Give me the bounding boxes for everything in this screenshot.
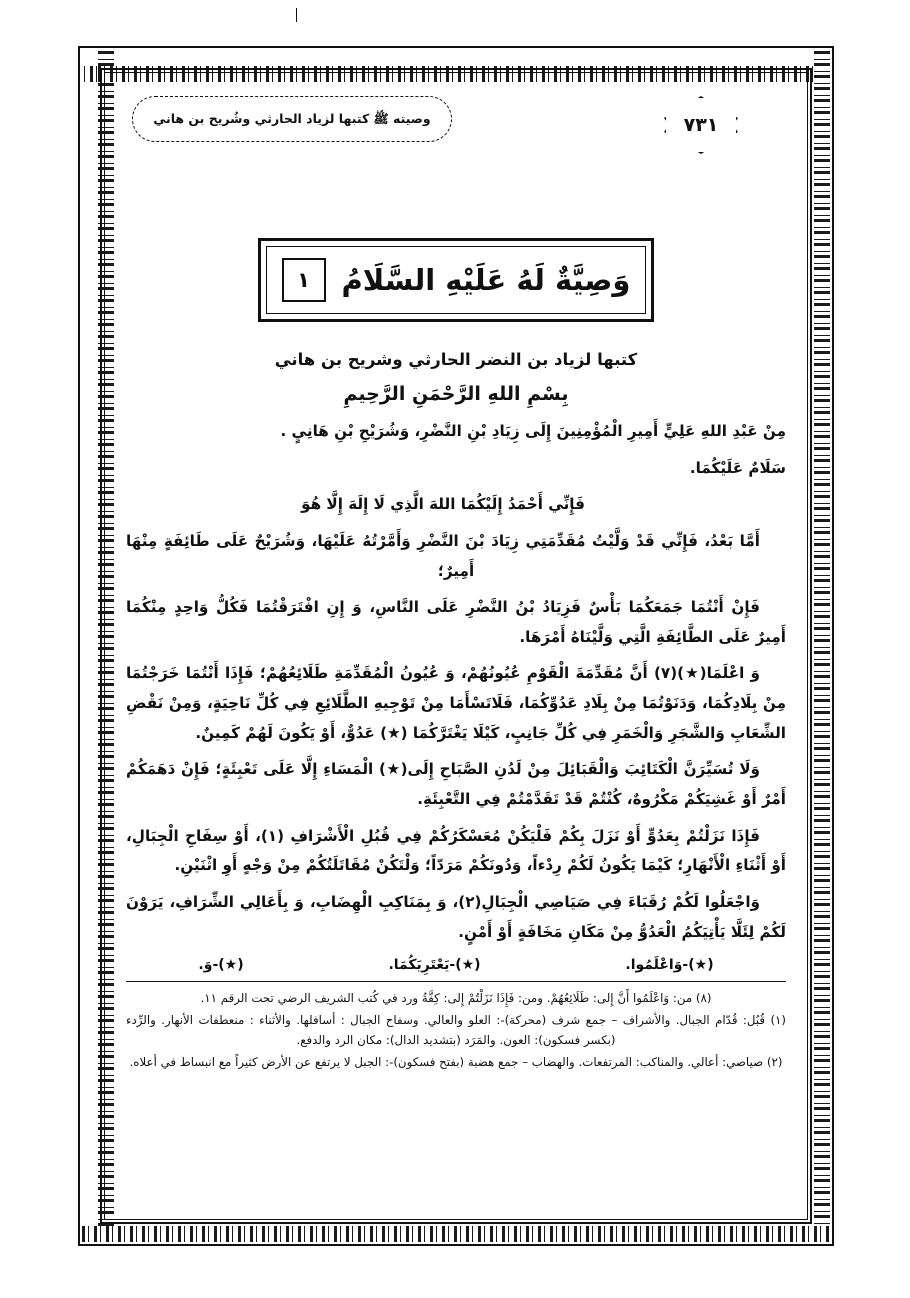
page-number-badge (664, 96, 738, 154)
page-header-row (126, 90, 786, 160)
basmala-line: بِسْمِ اللهِ الرَّحْمَنِ الرَّحِيمِ (343, 383, 569, 405)
header-note-text: وصيته ﷺ كتبها لزياد الحارثي وشُريح بن هاني (153, 110, 431, 126)
footnote-item: (٢) صياصي: أعالي. والمناكب: المرتفعات. والهضاب – جمع هضبة (بفتح فسكون)-: الجبل لا يرتفع عن الأرض كثيراً مع انبساط في أعلاه. (129, 1055, 783, 1070)
crop-mark-tick (296, 8, 297, 22)
variant-marker: (★)-وَ. (198, 957, 244, 974)
body-paragraph: سَلَامٌ عَلَيْكُمَا. (689, 458, 786, 477)
body-paragraph: وَلَا تُسَيِّرَنَّ الْكَتَائِبَ وَالْقَبَائِلَ مِنْ لَدُنِ الصَّبَاحِ إِلَى(★) الْمَسَاءِ إِلَّا عَلَى تَعْبِئَةٍ؛ فَإِنْ دَهَمَكُمْ أَمْرٌ أَوْ غَشِيَكُمْ مَكْرُوهٌ، كُنْتُمْ قَدْ تَقَدَّمْتُمْ فِي التَّعْبِئَةِ. (126, 760, 786, 809)
footnote-item: (١) قُبُل: قُدّام الجبال. والأشراف – جمع شرف (محركة)-: العلو والعالي. وسفاح الجبال : أسافلها. والأثناء : منعطفات الأنهار. والرِّدء (بكسر فسكون): العون. والمَرَد (بتشديد الدال): مكان الرد والدفع. (126, 1013, 786, 1048)
body-paragraph: فَإِنْ أَنْتُمَا جَمَعَكُمَا بَأْسٌ فَزِيَادُ بْنُ النَّضْرِ عَلَى النَّاسِ، وَ إِنِ افْتَرَقْتُمَا فَكُلُّ وَاحِدٍ مِنْكُمَا أَمِيرٌ عَلَى الطَّائِفَةِ الَّتِي وَلَّيْنَاهُ أَمْرَهَا. (126, 598, 786, 646)
header-note-cartouche (132, 96, 452, 142)
footnotes-section (126, 981, 786, 1072)
body-paragraph: فَإِنِّي أَحْمَدُ إِلَيْكُمَا اللهَ الَّذِي لَا إِلَهَ إِلَّا هُوَ (301, 495, 585, 514)
page-content (112, 80, 800, 1212)
title-plaque (258, 238, 654, 322)
variant-marker: (★)-يَعْتَرِيَكُمَا. (388, 957, 481, 974)
body-paragraph: وَ اعْلَمَا(★)(٧) أَنَّ مُقَدِّمَةَ الْقَوْمِ عُيُونُهُمْ، وَ عُيُونُ الْمُقَدِّمَةِ طَلَائِعُهُمْ؛ فَإِذَا أَنْتُمَا خَرَجْتُمَا مِنْ بِلَادِكُمَا، وَدَنَوْتُمَا مِنْ بِلَادِ عَدُوِّكُمَا، فَلَاتَسْأَمَا مِنْ تَوْجِيهِ الطَّلَائِعِ فِي كُلِّ نَاحِيَةٍ، وَمِنْ نَقْضِ الشِّعَابِ وَالشَّجَرِ وَالْخَمَرِ فِي كُلِّ جَانِبٍ، كَيْلَا يَغْتَرَّكُمَا (★) عَدُوٌّ، أَوْ يَكُونَ لَهُمْ كَمِينٌ. (126, 664, 786, 742)
document-title: وَصِيَّةٌ لَهُ عَلَيْهِ السَّلَامُ (341, 263, 631, 297)
title-index: ١ (282, 258, 326, 302)
body-paragraph: مِنْ عَبْدِ اللهِ عَلِيٍّ أَمِيرِ الْمُؤْمِنِينَ إِلَى زِيَادِ بْنِ النَّضْرِ، وَشُرَيْحِ بْنِ هَانِيٍ . (280, 422, 786, 440)
page-number: ٧٣١ (683, 114, 719, 136)
variant-markers-row (126, 957, 786, 973)
body-paragraph: فَإِذَا نَزَلْتُمْ بِعَدُوٍّ أَوْ نَزَلَ بِكُمْ فَلْيَكُنْ مُعَسْكَرُكُمْ فِي قُبُلِ الْأَشْرَافِ (١)، أَوْ سِفَاحِ الْجِبَالِ، أَوْ أَثْنَاءِ الْأَنْهَارِ؛ كَيْمَا يَكُونُ لَكُمْ رِدْءاً، وَدُونَكُمْ مَرَدّاً؛ وَلْتَكُنْ مُقَاتَلَتُكُمْ مِنْ وَجْهٍ أَوِ اثْنَيْنِ. (126, 826, 786, 875)
body-paragraph: أَمَّا بَعْدُ، فَإِنِّي قَدْ وَلَّيْتُ مُقَدِّمَتِي زِيَادَ بْنَ النَّضْرِ وَأَمَّرْتُهُ عَلَيْهَا، وَشُرَيْحٌ عَلَى طَائِفَةٍ مِنْهَا أَمِيرٌ؛ (126, 531, 760, 580)
body-paragraph: وَاجْعَلُوا لَكُمْ رُقَبَاءَ فِي صَيَاصِي الْجِبَالِ(٢)، وَ بِمَنَاكِبِ الْهِضَابِ، وَ بِأَعَالِي الشِّرَافِ، يَرَوْنَ لَكُمْ لِئَلَّا يَأْتِيَكُمُ الْعَدُوُّ مِنْ مَكَانِ مَخَافَةٍ أَوْ أَمْنٍ. (126, 892, 786, 941)
variant-marker: (★)-وَاعْلَمُوا. (625, 957, 714, 974)
title-plaque-content (266, 246, 646, 314)
document-subtitle: كتبها لزياد بن النضر الحارثي وشريح بن هاني (274, 350, 638, 369)
document-body (126, 417, 786, 947)
footnote-item: (٨) من: وَاعْلَمُوا أَنَّ إِلى: طَلَائِعُهُمْ. ومن: فَإِذَا نَزَلْتُمْ إِلى: كِفَّةُ ورد في كُتب الشريف الرضي تحت الرقم ١١. (200, 991, 712, 1006)
